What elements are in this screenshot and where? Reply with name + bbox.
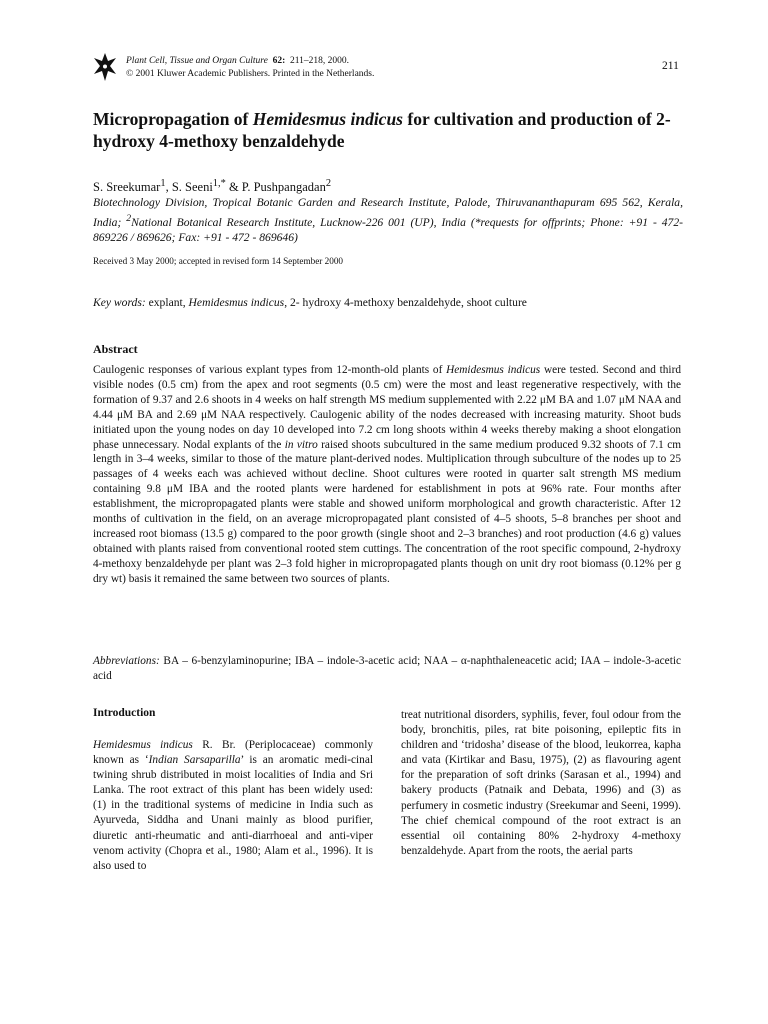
journal-volume: 62: [272, 56, 286, 66]
introduction-column-left: Hemidesmus indicus R. Br. (Periplocaceae) commonly known as ‘Indian Sarsaparilla’ is an aromatic medi-cinal twining shrub distributed in moist localities of India and Sri Lanka. The root extract of this plant has been widely used: (1) in the traditional systems of medicine in India such as Ayurveda, Siddha and Unani mainly as blood purifier, diuretic anti-rheumatic and anti-diarrhoeal and anti-viper venom activity (Chopra et al., 1980; Alam et al., 1996). It is also used to [93, 739, 373, 872]
paper-title: Micropropagation of Hemidesmus indicus for cultivation and production of 2-hydroxy 4-methoxy benzaldehyde [93, 109, 671, 151]
affiliations: Biotechnology Division, Tropical Botanic Garden and Research Institute, Palode, Thiruvananthapuram 695 562, Kerala, India; $^2$National Botanical Research Institute, Lucknow-226 001 (UP), India (*requests for offprints; Phone: +91 - 472- 869226 / 869626; Fax: +91 - 472 - 869646) [93, 196, 683, 244]
introduction-column-right: treat nutritional disorders, syphilis, fever, foul odour from the body, bronchitis, piles, rat bite poisoning, epileptic fits in children and ‘tridosha’ disease of the blood, leukorrea, kapha and vata (Kirtikar and Basu, 1975), (2) as flavouring agent for the preparation of soft drinks (Sarasan et al., 1994) and bakery products (Patnaik and Debata, 1996) and (3) as perfumery in cosmetic industry (Sreekumar and Seeni, 1999). The chief chemical compound of the root extract is an essential oil containing 80% 2-hydroxy 4-methoxy benzaldehyde. Apart from the roots, the aerial parts [401, 709, 681, 857]
abbreviations-label: Abbreviations: [93, 655, 160, 667]
introduction-heading: Introduction [93, 707, 156, 719]
title-species: Hemidesmus indicus [252, 109, 403, 129]
abstract-body: Caulogenic responses of various explant types from 12-month-old plants of Hemidesmus indicus were tested. Second and third visible nodes (0.5 cm) from the apex and root segments (0.5 cm) were the most and least regenerative respectively, with the formation of 9.37 and 2.6 shoots in 4 weeks on half strength MS medium supplemented with 2.22 μM BA and 1.07 μM NAA and 4.44 μM BA and 2.69 μM NAA respectively. Caulogenic ability of the nodes decreased with increasing maturity. Shoot buds initiated upon the young nodes on day 10 developed into 7.2 cm long shoots within 4 weeks thereby making a shoot elongation phase unnecessary. Nodal explants of the in vitro raised shoots subcultured in the same medium produced 9.32 shoots of 7.1 cm length in 3–4 weeks, similar to those of the mature plant-derived nodes. Multiplication through subculture of the nodes up to 25 passages of 4 weeks each was achieved without decline. Shoot cultures were rooted in quarter salt strength MS medium containing 9.8 μM IBA and the rooted plants were hardened for establishment in pots at 96% rate. Four months after establishment, the micropropagated plants were stable and showed uniform morphological and growth characteristic. After 12 months of cultivation in the field, on an average micropropagated plant consisted of 4–5 shoots, 5–8 branches per shoot and increased root biomass (13.5 g) compared to the poor growth (single shoot and 2–3 branches) and root production (4.6 g) values obtained with plants raised from conventional rooted stem cuttings. The concentration of the root specific compound, 2-hydroxy 4-methoxy benzaldehyde per plant was 2–3 fold higher in micropropagated plants though on unit dry root biomass (0.12% per g dry wt) basis it remained the same between two sources of plants. [93, 364, 682, 585]
copyright-line: © 2001 Kluwer Academic Publishers. Printed in the Netherlands. [126, 69, 375, 79]
journal-pages: 211–218, 2000. [289, 56, 350, 66]
page-number: 211 [662, 60, 679, 72]
keywords: Key words: explant, Hemidesmus indicus, 2- hydroxy 4-methoxy benzaldehyde, shoot culture [93, 296, 527, 309]
author-list: S. Sreekumar$^1$, S. Seeni$^{1,*}$ & P. Pushpangadan$^2$ [93, 178, 332, 195]
publisher-logo-icon [93, 52, 117, 82]
keywords-label: Key words: [93, 296, 146, 309]
abstract-heading: Abstract [93, 342, 138, 356]
received-dates: Received 3 May 2000; accepted in revised form 14 September 2000 [93, 256, 344, 266]
journal-citation [126, 55, 374, 81]
journal-name: Plant Cell, Tissue and Organ Culture [126, 56, 268, 66]
abbreviations: Abbreviations: BA – 6-benzylaminopurine; IBA – indole-3-acetic acid; NAA – α-naphthaleneacetic acid; IAA – indole-3-acetic acid [93, 655, 681, 682]
